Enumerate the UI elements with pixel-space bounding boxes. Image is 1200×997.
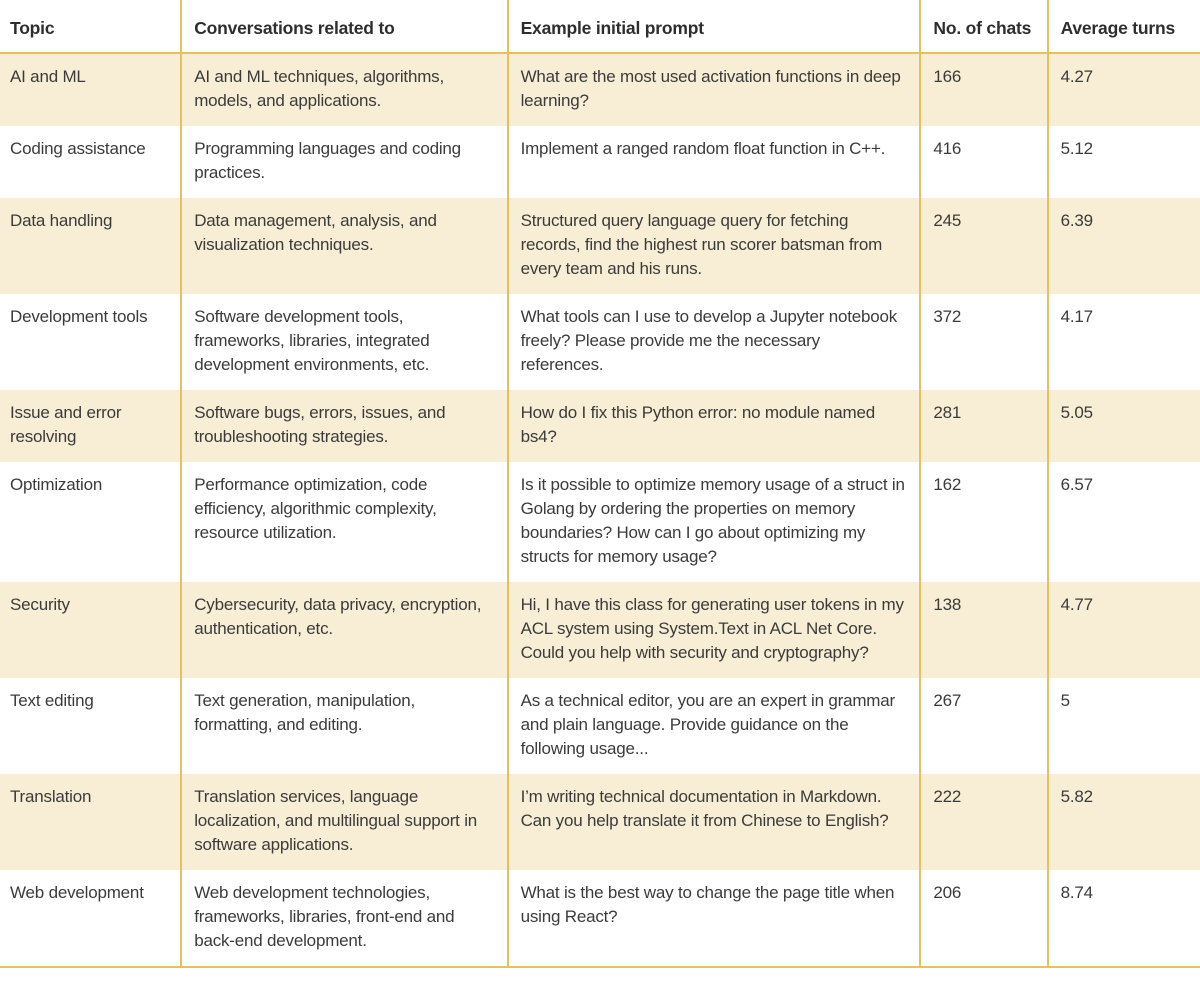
cell-topic: Security bbox=[0, 582, 181, 678]
cell-chats: 372 bbox=[920, 294, 1047, 390]
table-row bbox=[0, 678, 1200, 774]
cell-related: Cybersecurity, data privacy, encryption, authentication, etc. bbox=[181, 582, 507, 678]
header-row bbox=[0, 0, 1200, 53]
cell-topic: Optimization bbox=[0, 462, 181, 582]
cell-related: Web development technologies, frameworks, libraries, front-end and back-end development. bbox=[181, 870, 507, 967]
cell-turns: 8.74 bbox=[1048, 870, 1200, 967]
cell-topic: AI and ML bbox=[0, 53, 181, 126]
cell-topic: Text editing bbox=[0, 678, 181, 774]
cell-topic: Web development bbox=[0, 870, 181, 967]
cell-chats: 281 bbox=[920, 390, 1047, 462]
cell-related: Performance optimization, code efficiency, algorithmic complexity, resource utilization. bbox=[181, 462, 507, 582]
column-header-example-initial-prompt: Example initial prompt bbox=[508, 0, 921, 53]
cell-chats: 162 bbox=[920, 462, 1047, 582]
table-row bbox=[0, 582, 1200, 678]
table-body bbox=[0, 53, 1200, 967]
cell-prompt: As a technical editor, you are an expert in grammar and plain language. Provide guidance on the following usage... bbox=[508, 678, 921, 774]
cell-topic: Data handling bbox=[0, 198, 181, 294]
cell-turns: 4.17 bbox=[1048, 294, 1200, 390]
cell-related: Text generation, manipulation, formatting, and editing. bbox=[181, 678, 507, 774]
cell-topic: Coding assistance bbox=[0, 126, 181, 198]
cell-turns: 6.39 bbox=[1048, 198, 1200, 294]
cell-chats: 222 bbox=[920, 774, 1047, 870]
cell-prompt: What is the best way to change the page title when using React? bbox=[508, 870, 921, 967]
cell-turns: 5.05 bbox=[1048, 390, 1200, 462]
cell-prompt: I’m writing technical documentation in Markdown. Can you help translate it from Chinese to English? bbox=[508, 774, 921, 870]
cell-chats: 245 bbox=[920, 198, 1047, 294]
cell-prompt: Implement a ranged random float function in C++. bbox=[508, 126, 921, 198]
cell-chats: 416 bbox=[920, 126, 1047, 198]
table-row bbox=[0, 390, 1200, 462]
table-row bbox=[0, 462, 1200, 582]
cell-chats: 138 bbox=[920, 582, 1047, 678]
cell-prompt: What are the most used activation functions in deep learning? bbox=[508, 53, 921, 126]
column-header-average-turns: Average turns bbox=[1048, 0, 1200, 53]
cell-chats: 206 bbox=[920, 870, 1047, 967]
table-row bbox=[0, 198, 1200, 294]
table-row bbox=[0, 294, 1200, 390]
cell-turns: 5.12 bbox=[1048, 126, 1200, 198]
cell-turns: 6.57 bbox=[1048, 462, 1200, 582]
cell-related: Programming languages and coding practices. bbox=[181, 126, 507, 198]
table-row bbox=[0, 53, 1200, 126]
cell-prompt: How do I fix this Python error: no module named bs4? bbox=[508, 390, 921, 462]
table-row bbox=[0, 126, 1200, 198]
cell-related: AI and ML techniques, algorithms, models, and applications. bbox=[181, 53, 507, 126]
cell-turns: 4.77 bbox=[1048, 582, 1200, 678]
cell-chats: 166 bbox=[920, 53, 1047, 126]
cell-prompt: Structured query language query for fetching records, find the highest run scorer batsman from every team and his runs. bbox=[508, 198, 921, 294]
cell-topic: Issue and error resolving bbox=[0, 390, 181, 462]
cell-related: Translation services, language localization, and multilingual support in software applications. bbox=[181, 774, 507, 870]
column-header-conversations-related-to: Conversations related to bbox=[181, 0, 507, 53]
cell-topic: Development tools bbox=[0, 294, 181, 390]
column-header-no-of-chats: No. of chats bbox=[920, 0, 1047, 53]
table-row bbox=[0, 774, 1200, 870]
cell-related: Software development tools, frameworks, libraries, integrated development environments, etc. bbox=[181, 294, 507, 390]
cell-related: Software bugs, errors, issues, and troubleshooting strategies. bbox=[181, 390, 507, 462]
cell-prompt: What tools can I use to develop a Jupyter notebook freely? Please provide me the necessary references. bbox=[508, 294, 921, 390]
cell-topic: Translation bbox=[0, 774, 181, 870]
cell-turns: 4.27 bbox=[1048, 53, 1200, 126]
cell-turns: 5 bbox=[1048, 678, 1200, 774]
cell-chats: 267 bbox=[920, 678, 1047, 774]
table-row bbox=[0, 870, 1200, 967]
cell-prompt: Is it possible to optimize memory usage of a struct in Golang by ordering the properties on memory boundaries? How can I go about optimizing my structs for memory usage? bbox=[508, 462, 921, 582]
cell-turns: 5.82 bbox=[1048, 774, 1200, 870]
column-header-topic: Topic bbox=[0, 0, 181, 53]
cell-related: Data management, analysis, and visualization techniques. bbox=[181, 198, 507, 294]
table-header bbox=[0, 0, 1200, 53]
cell-prompt: Hi, I have this class for generating user tokens in my ACL system using System.Text in ACL Net Core. Could you help with security and cryptography? bbox=[508, 582, 921, 678]
